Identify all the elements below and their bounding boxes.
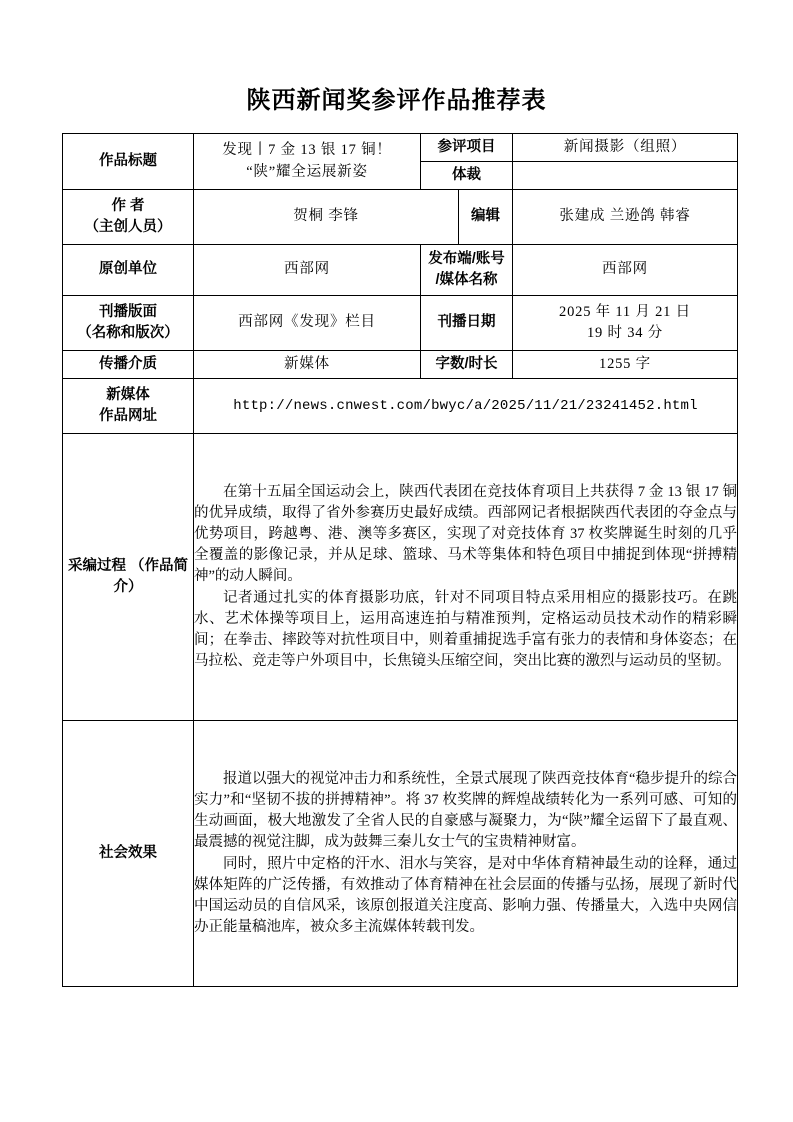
process-paragraph: 在第十五届全国运动会上，陕西代表团在竞技体育项目上共获得 7 金 13 银 17 铜的优异成绩，取得了省外参赛历史最好成绩。西部网记者根据陕西代表团的夺金点与优势项目，跨越粤、港、澳等多赛区，实现了对竞技体育 37 枚奖牌诞生时刻的几乎全覆盖的影像记录，并从足球、篮球、马术等集体和特色项目中捕捉到体现“拼搏精神”的动人瞬间。 <box>194 484 737 585</box>
label-url-line1: 新媒体 <box>106 386 150 403</box>
table-row-publication <box>63 296 738 351</box>
value-url[interactable]: http://news.cnwest.com/bwyc/a/2025/11/21/23241452.html <box>194 379 738 434</box>
label-word-count: 字数/时长 <box>421 351 513 379</box>
value-platform: 西部网 <box>513 245 738 296</box>
value-medium: 新媒体 <box>194 351 421 379</box>
work-title-line2: “陕”耀全运展新姿 <box>246 163 368 180</box>
label-publication-line1: 刊播版面 <box>99 303 157 320</box>
social-effect-paragraph: 同时，照片中定格的汗水、泪水与笑容，是对中华体育精神最生动的诠释，通过媒体矩阵的广泛传播，有效推动了体育精神在社会层面的传播与弘扬，展现了新时代中国运动员的自信风采，该原创报道关注度高、影响力强、传播量大，入选中央网信办正能量稿池库，被众多主流媒体转载刊发。 <box>194 855 737 935</box>
label-platform <box>421 245 513 296</box>
value-origin-unit: 西部网 <box>194 245 421 296</box>
label-process-line1: 采编过程 <box>67 557 126 574</box>
value-social-effect <box>194 721 738 987</box>
label-authors <box>63 190 194 245</box>
label-url-line2: 作品网址 <box>99 408 157 424</box>
table-row-process <box>63 434 738 721</box>
table-row-medium <box>63 351 738 379</box>
value-publish-date <box>513 296 738 351</box>
value-work-title <box>194 134 421 190</box>
table-row-authors <box>63 190 738 245</box>
label-process <box>63 434 194 721</box>
value-publication: 西部网《发现》栏目 <box>194 296 421 351</box>
label-medium: 传播介质 <box>63 351 194 379</box>
label-genre: 体裁 <box>421 162 513 190</box>
table-row-url <box>63 379 738 434</box>
label-social-effect: 社会效果 <box>63 721 194 987</box>
label-authors-line2: （主创人员） <box>84 219 172 235</box>
value-process <box>194 434 738 721</box>
publish-date-line1: 2025 年 11 月 21 日 <box>559 303 691 320</box>
label-origin-unit: 原创单位 <box>63 245 194 296</box>
table-row-social-effect <box>63 721 738 987</box>
label-editor: 编辑 <box>459 190 513 245</box>
label-url <box>63 379 194 434</box>
label-publish-date: 刊播日期 <box>421 296 513 351</box>
label-platform-line2: /媒体名称 <box>435 272 498 288</box>
social-effect-paragraph: 报道以强大的视觉冲击力和系统性，全景式展现了陕西竞技体育“稳步提升的综合实力”和“坚韧不拔的拼搏精神”。将 37 枚奖牌的辉煌战绩转化为一系列可感、可知的生动画面，极大地激发了全省人民的自豪感与凝聚力，为“陕”耀全运留下了最直观、最震撼的视觉注脚，成为鼓舞三秦儿女士气的宝贵精神财富。 <box>194 771 737 851</box>
process-paragraph: 记者通过扎实的体育摄影功底，针对不同项目特点采用相应的摄影技巧。在跳水、艺术体操等项目上，运用高速连拍与精准预判，定格运动员技术动作的精彩瞬间；在拳击、摔跤等对抗性项目中，则着重捕捉选手富有张力的表情和身体姿态；在马拉松、竞走等户外项目中，长焦镜头压缩空间，突出比赛的激烈与运动员的坚韧。 <box>194 589 737 669</box>
label-publication-line2: （名称和版次） <box>77 325 179 341</box>
label-platform-line1: 发布端/账号 <box>428 250 505 267</box>
page-title: 陕西新闻奖参评作品推荐表 <box>246 87 547 114</box>
label-category: 参评项目 <box>421 134 513 162</box>
value-editor: 张建成 兰逊鸽 韩睿 <box>513 190 738 245</box>
value-authors: 贺桐 李锋 <box>194 190 459 245</box>
label-authors-line1: 作 者 <box>111 197 145 214</box>
value-category: 新闻摄影（组照） <box>513 134 738 162</box>
work-title-line1: 发现丨7 金 13 银 17 铜！ <box>222 142 392 159</box>
value-word-count: 1255 字 <box>513 351 738 379</box>
recommendation-form-table <box>62 133 738 987</box>
label-work-title: 作品标题 <box>63 134 194 190</box>
table-row-origin-unit <box>63 245 738 296</box>
label-publication <box>63 296 194 351</box>
publish-date-line2: 19 时 34 分 <box>586 325 664 341</box>
table-row-work-title <box>63 134 738 162</box>
label-process-line2: （作品简介） <box>113 557 189 595</box>
value-genre <box>513 162 738 190</box>
